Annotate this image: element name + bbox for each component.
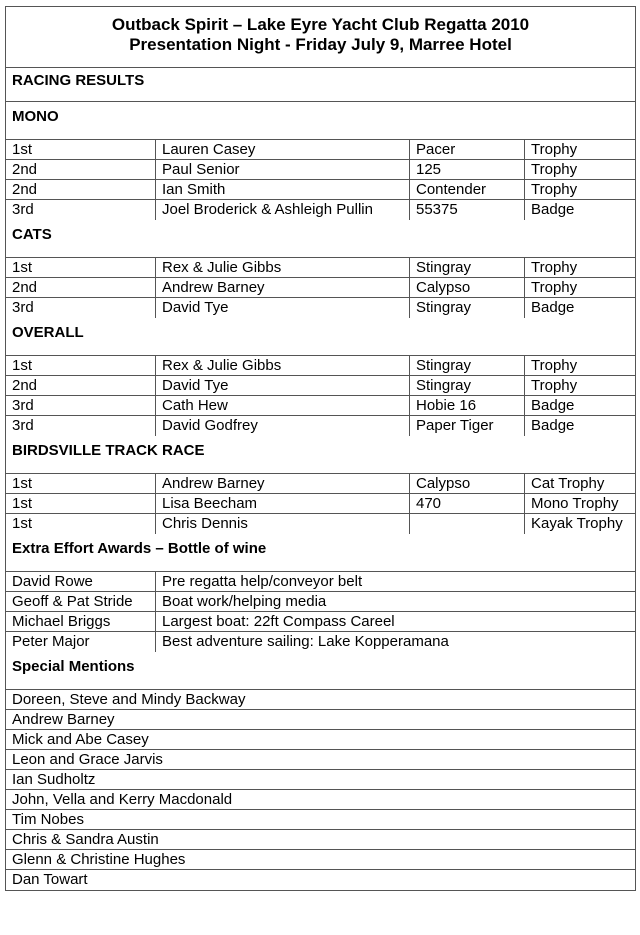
recipient-cell: Peter Major: [12, 633, 90, 650]
result-row: [6, 160, 635, 180]
reason-cell: Best adventure sailing: Lake Kopperamana: [155, 632, 635, 652]
overall-section-heading: OVERALL: [6, 318, 635, 356]
boat-cell: Contender: [409, 180, 524, 199]
cats-section-heading: CATS: [6, 220, 635, 258]
boat-cell: Stingray: [409, 376, 524, 395]
mono-results-table: [6, 140, 635, 220]
mention-row: [6, 830, 635, 850]
result-row: [6, 140, 635, 160]
place-cell: 3rd: [12, 299, 34, 316]
boat-cell: 470: [409, 494, 524, 513]
extra-effort-heading: Extra Effort Awards – Bottle of wine: [6, 534, 635, 572]
mention-name: Mick and Abe Casey: [12, 731, 149, 748]
result-row: [6, 356, 635, 376]
result-row: [6, 200, 635, 220]
place-cell: 1st: [12, 141, 33, 158]
recipient-cell: David Rowe: [12, 573, 93, 590]
award-cell: Trophy: [524, 376, 635, 395]
award-cell: Trophy: [524, 356, 635, 375]
award-cell: Badge: [524, 200, 635, 220]
result-row: [6, 494, 635, 514]
extra-effort-table: [6, 572, 635, 652]
mention-row: [6, 870, 635, 890]
result-row: [6, 514, 635, 534]
result-row: [6, 180, 635, 200]
boat-cell: Stingray: [409, 298, 524, 318]
mention-row: [6, 730, 635, 750]
results-document: [5, 6, 636, 891]
place-cell: 1st: [12, 357, 33, 374]
mention-name: Ian Sudholtz: [12, 771, 96, 788]
award-row: [6, 592, 635, 612]
mention-name: Tim Nobes: [12, 811, 84, 828]
mention-name: Dan Towart: [12, 871, 88, 888]
recipient-cell: Geoff & Pat Stride: [12, 593, 133, 610]
mention-row: [6, 790, 635, 810]
racing-results-heading: RACING RESULTS: [6, 68, 635, 102]
boat-cell: Pacer: [409, 140, 524, 159]
place-cell: 1st: [12, 475, 33, 492]
award-cell: Trophy: [524, 180, 635, 199]
award-cell: Trophy: [524, 278, 635, 297]
sailor-cell: Paul Senior: [155, 160, 409, 179]
sailor-cell: David Tye: [155, 298, 409, 318]
boat-cell: Paper Tiger: [409, 416, 524, 436]
place-cell: 2nd: [12, 377, 38, 394]
award-cell: Cat Trophy: [524, 474, 635, 493]
reason-cell: Boat work/helping media: [155, 592, 635, 611]
award-cell: Badge: [524, 396, 635, 415]
reason-cell: Largest boat: 22ft Compass Careel: [155, 612, 635, 631]
award-row: [6, 632, 635, 652]
boat-cell: Calypso: [409, 474, 524, 493]
title-line-2: Presentation Night - Friday July 9, Marree Hotel: [129, 35, 512, 54]
result-row: [6, 416, 635, 436]
sailor-cell: Andrew Barney: [155, 278, 409, 297]
sailor-cell: David Tye: [155, 376, 409, 395]
birdsville-section-heading: BIRDSVILLE TRACK RACE: [6, 436, 635, 474]
result-row: [6, 278, 635, 298]
mono-section-heading: MONO: [6, 102, 635, 140]
place-cell: 1st: [12, 495, 33, 512]
boat-cell: Stingray: [409, 258, 524, 277]
boat-cell: 55375: [409, 200, 524, 220]
place-cell: 2nd: [12, 279, 38, 296]
result-row: [6, 396, 635, 416]
sailor-cell: Andrew Barney: [155, 474, 409, 493]
boat-cell: Calypso: [409, 278, 524, 297]
award-cell: Badge: [524, 416, 635, 436]
boat-cell: 125: [409, 160, 524, 179]
place-cell: 1st: [12, 259, 33, 276]
cats-results-table: [6, 258, 635, 318]
award-cell: Trophy: [524, 258, 635, 277]
mention-row: [6, 850, 635, 870]
result-row: [6, 258, 635, 278]
sailor-cell: Rex & Julie Gibbs: [155, 258, 409, 277]
sailor-cell: Cath Hew: [155, 396, 409, 415]
award-cell: Trophy: [524, 140, 635, 159]
result-row: [6, 298, 635, 318]
mention-row: [6, 710, 635, 730]
award-cell: Badge: [524, 298, 635, 318]
award-row: [6, 612, 635, 632]
mention-row: [6, 770, 635, 790]
mention-name: Glenn & Christine Hughes: [12, 851, 186, 868]
mention-name: Chris & Sandra Austin: [12, 831, 159, 848]
mention-name: Andrew Barney: [12, 711, 115, 728]
mention-name: Leon and Grace Jarvis: [12, 751, 163, 768]
recipient-cell: Michael Briggs: [12, 613, 111, 630]
place-cell: 1st: [12, 515, 33, 532]
boat-cell: Hobie 16: [409, 396, 524, 415]
reason-cell: Pre regatta help/conveyor belt: [155, 572, 635, 591]
award-cell: Trophy: [524, 160, 635, 179]
place-cell: 3rd: [12, 417, 34, 434]
sailor-cell: Rex & Julie Gibbs: [155, 356, 409, 375]
document-title: [6, 7, 635, 68]
birdsville-results-table: [6, 474, 635, 534]
overall-results-table: [6, 356, 635, 436]
result-row: [6, 474, 635, 494]
sailor-cell: Lauren Casey: [155, 140, 409, 159]
sailor-cell: Ian Smith: [155, 180, 409, 199]
mention-row: [6, 810, 635, 830]
boat-cell: [409, 514, 524, 534]
mention-name: John, Vella and Kerry Macdonald: [12, 791, 233, 808]
mention-row: [6, 750, 635, 770]
place-cell: 2nd: [12, 181, 38, 198]
award-cell: Mono Trophy: [524, 494, 635, 513]
boat-cell: Stingray: [409, 356, 524, 375]
place-cell: 3rd: [12, 201, 34, 218]
award-cell: Kayak Trophy: [524, 514, 635, 534]
result-row: [6, 376, 635, 396]
sailor-cell: Lisa Beecham: [155, 494, 409, 513]
mention-row: [6, 690, 635, 710]
award-row: [6, 572, 635, 592]
special-mentions-list: [6, 690, 635, 890]
place-cell: 2nd: [12, 161, 38, 178]
special-mentions-heading: Special Mentions: [6, 652, 635, 690]
mention-name: Doreen, Steve and Mindy Backway: [12, 691, 246, 708]
title-line-1: Outback Spirit – Lake Eyre Yacht Club Regatta 2010: [111, 15, 530, 34]
sailor-cell: Chris Dennis: [155, 514, 409, 534]
sailor-cell: David Godfrey: [155, 416, 409, 436]
sailor-cell: Joel Broderick & Ashleigh Pullin: [155, 200, 409, 220]
place-cell: 3rd: [12, 397, 34, 414]
